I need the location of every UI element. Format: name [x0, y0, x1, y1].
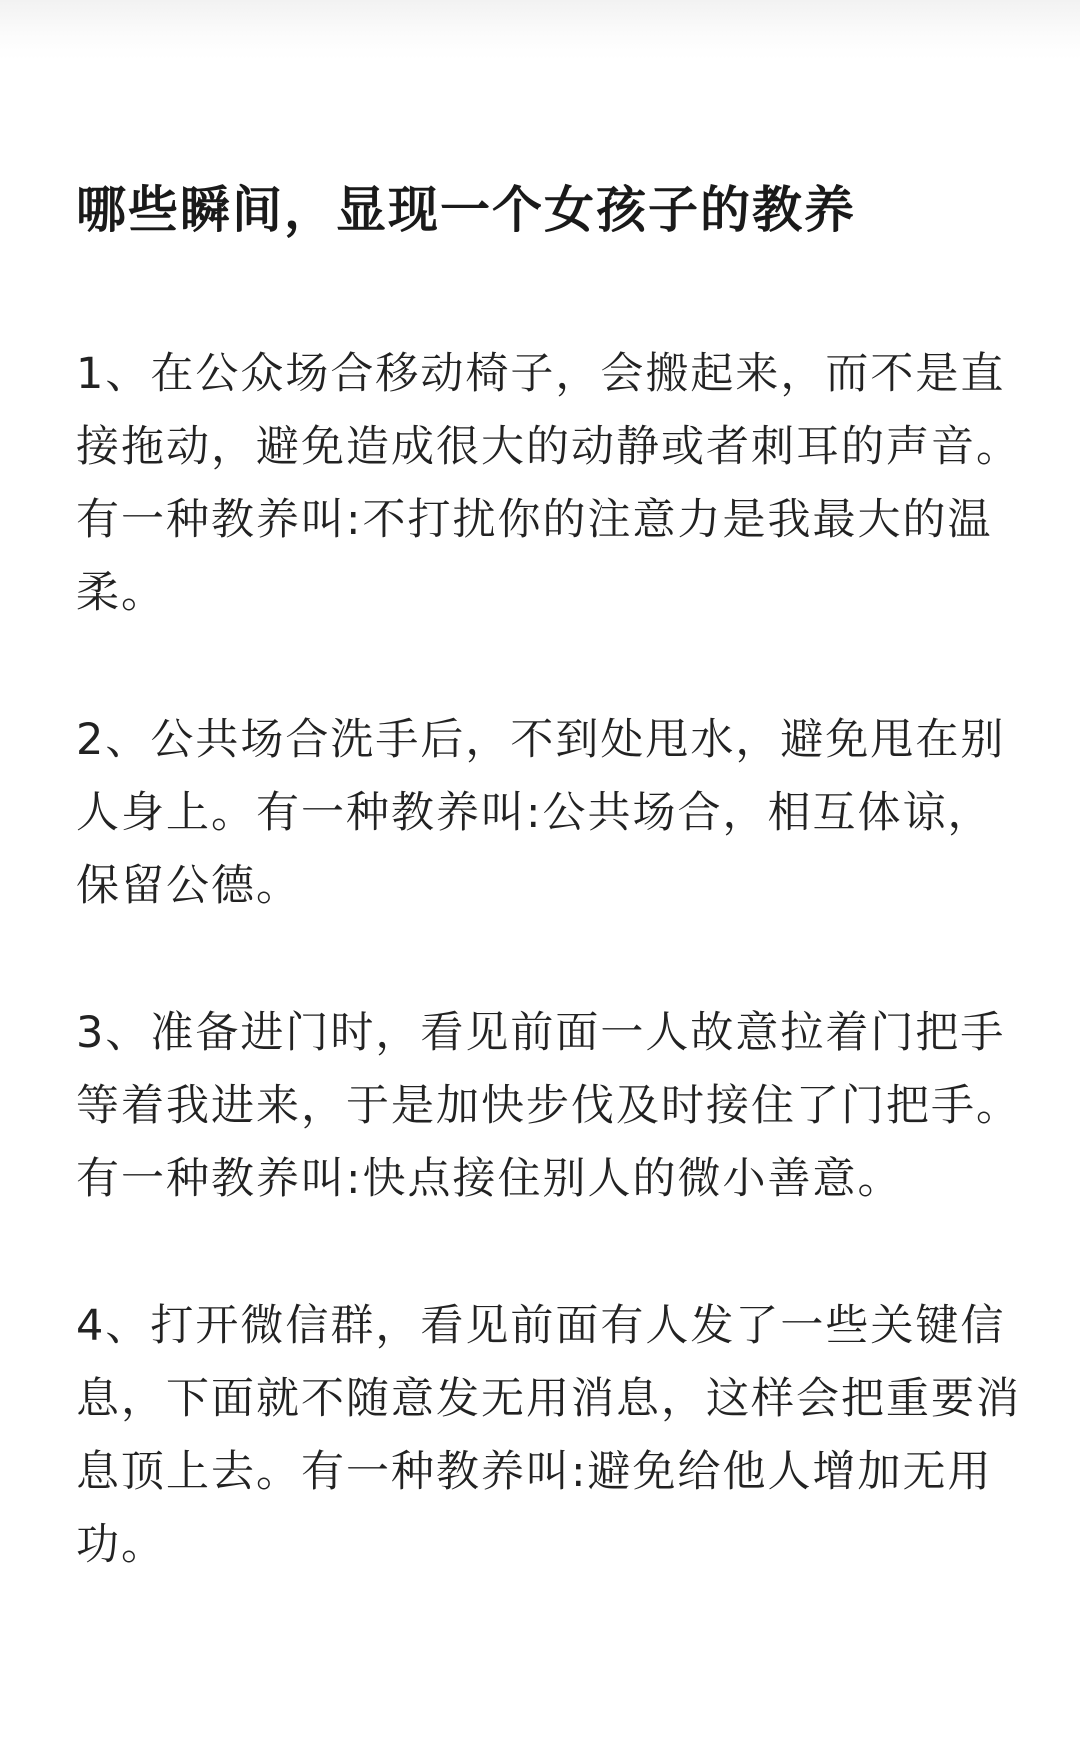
top-shadow — [0, 0, 1080, 60]
paragraph-4: 4、打开微信群，看见前面有人发了一些关键信息，下面就不随意发无用消息，这样会把重要消息顶上去。有一种教养叫:避免给他人增加无用功。 — [76, 1301, 1021, 1570]
paragraph-3: 3、准备进门时，看见前面一人故意拉着门把手等着我进来，于是加快步伐及时接住了门把手。有一种教养叫:快点接住别人的微小善意。 — [76, 1008, 1021, 1204]
article — [76, 178, 1036, 1582]
article-title: 哪些瞬间，显现一个女孩子的教养 — [76, 181, 856, 239]
paragraph-2: 2、公共场合洗手后，不到处甩水，避免甩在别人身上。有一种教养叫:公共场合，相互体谅，保留公德。 — [76, 715, 1006, 911]
paragraph-1: 1、在公众场合移动椅子，会搬起来，而不是直接拖动，避免造成很大的动静或者刺耳的声音。有一种教养叫:不打扰你的注意力是我最大的温柔。 — [76, 349, 1021, 618]
